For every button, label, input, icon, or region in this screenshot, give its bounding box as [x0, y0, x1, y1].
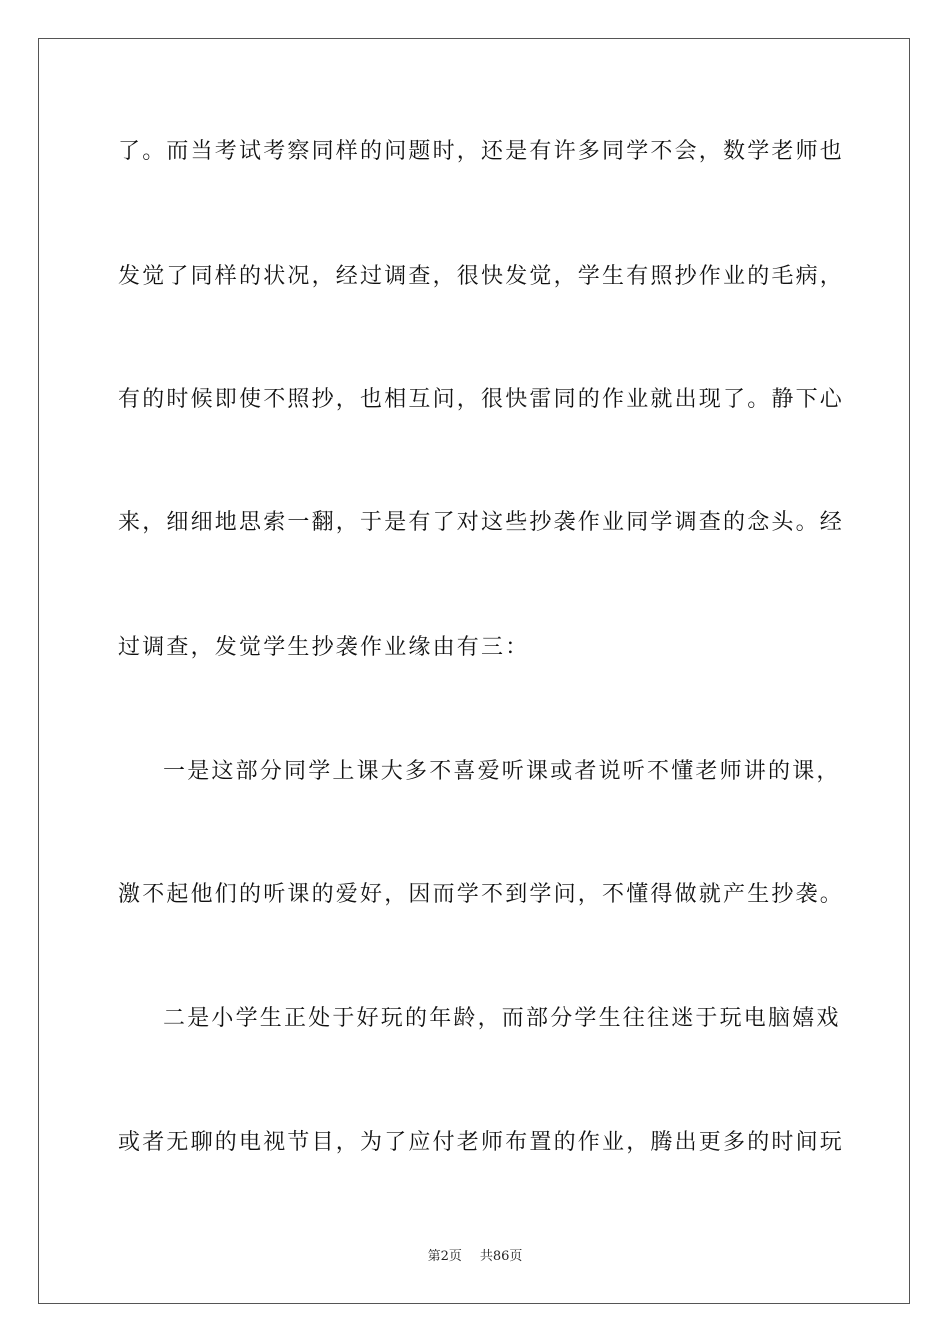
paragraph-line: 了。而当考试考察同样的问题时，还是有许多同学不会，数学老师也: [118, 139, 845, 164]
paragraph-line: 或者无聊的电视节目，为了应付老师布置的作业，腾出更多的时间玩: [118, 1130, 845, 1155]
paragraph-line: 一是这部分同学上课大多不喜爱听课或者说听不懂老师讲的课，: [163, 759, 841, 784]
paragraph-line: 来，细细地思索一翻，于是有了对这些抄袭作业同学调查的念头。经: [118, 510, 845, 535]
paragraph-line: 过调查，发觉学生抄袭作业缘由有三：: [118, 635, 530, 660]
page-number: 第2页: [427, 1249, 462, 1264]
paragraph-line: 有的时候即使不照抄，也相互问，很快雷同的作业就出现了。静下心: [118, 387, 845, 412]
paragraph-line: 发觉了同样的状况，经过调查，很快发觉，学生有照抄作业的毛病，: [118, 264, 845, 289]
paragraph-line: 激不起他们的听课的爱好，因而学不到学问，不懂得做就产生抄袭。: [118, 882, 845, 907]
page-footer: [0, 1248, 950, 1266]
page-border: [38, 38, 910, 1304]
paragraph-line: 二是小学生正处于好玩的年龄，而部分学生往往迷于玩电脑嬉戏: [163, 1006, 841, 1031]
page-total: 共86页: [479, 1249, 523, 1264]
